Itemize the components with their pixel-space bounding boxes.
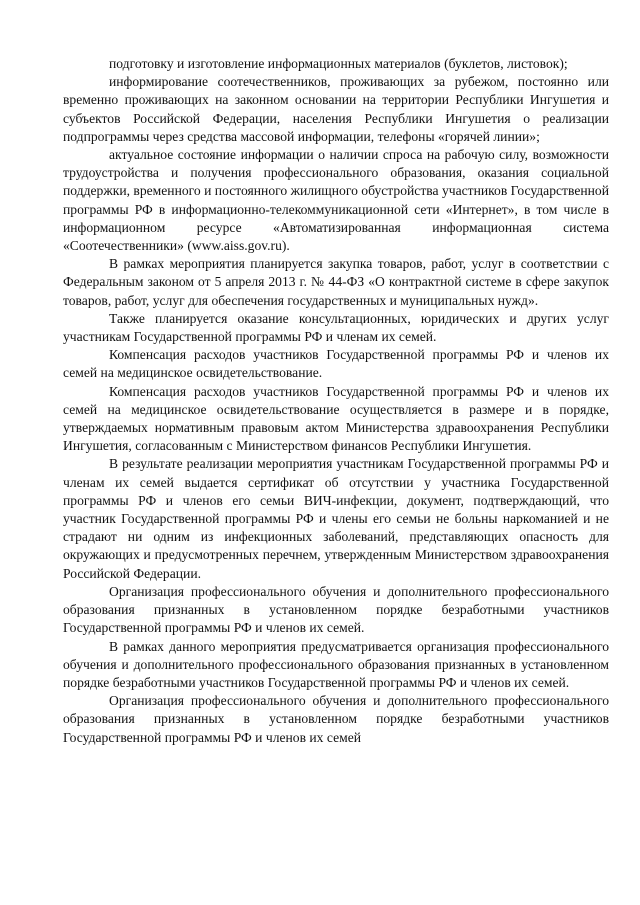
paragraph-info-materials: подготовку и изготовление информационных материалов (буклетов, листовок); (109, 56, 568, 71)
paragraph-current-information: актуальное состояние информации о наличии спроса на рабочую силу, возможности трудоустройства и получения профессионального образования, оказания социальной поддержки, временного и постоянного жилищного обустройства участников Государственной программы РФ в информационно-телекоммуникационной сети «Интернет», в том числе в информационном ресурсе «Автоматизированная информационная система «Соотечественники» (www.aiss.gov.ru). (63, 147, 609, 254)
paragraph-training-continued: Организация профессионального обучения и дополнительного профессионального образования признанных в установленном порядке безработными участников Государственной программы РФ и членов их семей (63, 693, 609, 745)
paragraph-training-details: В рамках данного мероприятия предусматривается организация профессионального обучения и дополнительного профессионального образования признанных в установленном порядке безработными участников Государственной программы РФ и членов их семей. (63, 638, 609, 690)
paragraph-procurement: В рамках мероприятия планируется закупка товаров, работ, услуг в соответствии с Федеральным законом от 5 апреля 2013 г. № 44-ФЗ «О контрактной системе в сфере закупок товаров, работ, услуг для обеспечения государственных и муниципальных нужд». (63, 256, 609, 308)
paragraph-certificate: В результате реализации мероприятия участникам Государственной программы РФ и членам их семей выдается сертификат об отсутствии у участника Государственной программы РФ и членов его семьи ВИЧ-инфекции, документ, подтверждающий, что участник Государственной программы РФ и члены его семьи не больны наркоманией и не страдают ни одним из инфекционных заболеваний, представляющих опасность для окружающих и предусмотренных перечнем, утвержденным Министерством здравоохранения Российской Федерации. (63, 456, 609, 581)
paragraph-informing-compatriots: информирование соотечественников, проживающих за рубежом, постоянно или временно проживающих на законном основании на территории Республики Ингушетия и субъектов Российской Федерации, населения Республики Ингушетия о реализации подпрограммы через средства массовой информации, телефоны «горячей линии»; (63, 74, 609, 144)
paragraph-training-heading: Организация профессионального обучения и дополнительного профессионального образования признанных в установленном порядке безработными участников Государственной программы РФ и членов их семей. (63, 583, 609, 636)
paragraph-medical-compensation-heading: Компенсация расходов участников Государственной программы РФ и членов их семей на медицинское освидетельствование. (63, 347, 609, 381)
paragraph-consulting-services: Также планируется оказание консультационных, юридических и других услуг участникам Государственной программы РФ и членам их семей. (63, 310, 609, 345)
document-page (63, 55, 609, 747)
paragraph-medical-compensation-procedure: Компенсация расходов участников Государственной программы РФ и членов их семей на медицинское освидетельствование осуществляется в размере и в порядке, утверждаемых нормативным правовым актом Министерства здравоохранения Республики Ингушетия, согласованным с Министерством финансов Республики Ингушетия. (63, 383, 609, 454)
